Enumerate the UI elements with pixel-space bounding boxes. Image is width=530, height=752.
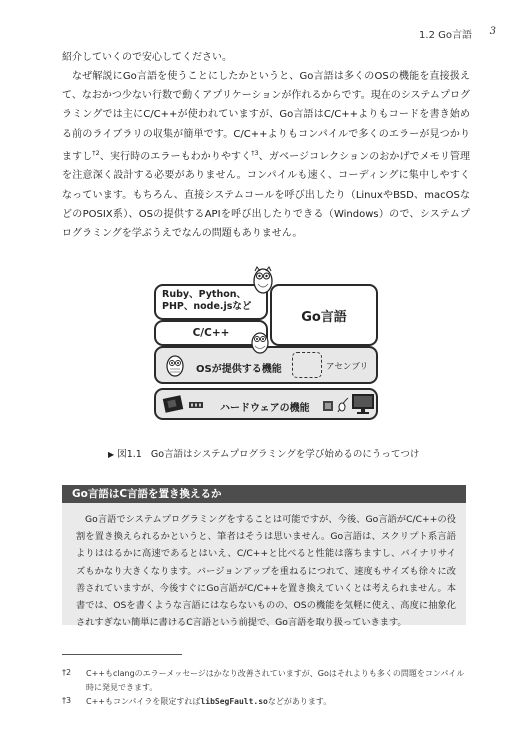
footnote-3-code: libSegFault.so <box>200 697 268 706</box>
paragraph-2-text-b: 、実行時のエラーもわかりやすく <box>99 151 252 163</box>
owl-icon-os <box>164 353 186 377</box>
figure-1-1 <box>150 262 382 438</box>
page-number: 3 <box>489 26 496 37</box>
go-language-label: Go言語 <box>301 310 347 325</box>
paragraph-2-text-c: 、ガベージコレクションのおかげでメモリ管理を注意深く設計する必要がありません。コンパイルも速く、コーディングに集中しやすくなっています。もちろん、直接システムコールを呼び出したり（LinuxやBSD、macOSなどのPOSIX系）、OSの提供するAPIを呼び出したりできる（Windows）ので、システムプログラミングを学ぶうえでなんの問題もありません。 <box>62 151 471 239</box>
scripting-languages-label: Ruby、Python、PHP、node.jsなど <box>162 289 252 312</box>
assembly-dashed-area <box>292 352 322 378</box>
footnote-2-text: C++もclangのエラーメッセージはかなり改善されていますが、Goはそれよりも多くの問題をコンパイル時に発見できます。 <box>86 669 465 692</box>
footnote-rule <box>62 654 182 655</box>
footnote-3 <box>86 695 468 709</box>
memory-module-icon <box>188 400 204 410</box>
caption-number: 図1.1 <box>117 449 142 460</box>
footnote-ref-3[interactable]: †3 <box>251 148 259 157</box>
paragraph-2 <box>62 67 470 243</box>
column-text: Go言語でシステムプログラミングをすることは可能ですが、今後、Go言語がC/C++の役割を置き換えられるかというと、筆者はそうは思いません。Go言語は、スクリプト系言語よりははるかに高速であるとはいえ、C/C++と比べると性能は落ちますし、バイナリサイズもかなり大きくなります。バージョンアップを重ねるにつれて、速度もサイズも徐々に改善されていますが、今後すぐにGo言語がC/C++を置き換えていくとは考えられません。本書では、OSを書くような言語にはならないものの、OSの機能を気軽に使え、高度に抽象化されすぎない簡単に書けるC言語という前提で、Go言語を取り扱っていきます。 <box>76 514 456 629</box>
figure-caption <box>108 446 419 460</box>
go-language-box <box>270 284 378 346</box>
paragraph-1-text: 紹介していくので安心してください。 <box>62 52 232 63</box>
cpu-chip-icon <box>162 394 186 414</box>
footnote-3-text-b: などがあります。 <box>267 697 332 706</box>
column-title: Go言語はC言語を置き換えるか <box>62 485 466 503</box>
c-cpp-label: C/C++ <box>192 327 230 339</box>
owl-icon-top <box>252 264 274 294</box>
scripting-languages-box <box>154 284 268 320</box>
monitor-icon <box>350 392 376 416</box>
os-functions-label: OSが提供する機能 <box>196 364 282 375</box>
hardware-functions-label: ハードウェアの機能 <box>220 403 310 414</box>
footnote-ref-2[interactable]: †2 <box>92 148 100 157</box>
footnote-3-text-a: C++もコンパイラを限定すれば <box>86 697 201 706</box>
mouse-icon <box>336 396 350 414</box>
footnote-2-marker: †2 <box>62 668 72 677</box>
owl-icon-middle <box>250 328 270 354</box>
assembly-label: アセンブリ <box>326 362 369 372</box>
caption-marker-icon: ▶ <box>108 450 115 459</box>
chip-icon <box>322 400 334 412</box>
footnote-3-marker: †3 <box>62 696 72 705</box>
caption-text: Go言語はシステムプログラミングを学び始めるのにうってつけ <box>150 449 420 460</box>
paragraph-1 <box>62 48 470 67</box>
paragraph-2-text-a: なぜ解説にGo言語を使うことにしたかというと、Go言語は多くのOSの機能を直接扱えて、なおかつ少ない行数で動くアプリケーションが作れるからです。現在のシステムプログラミングでは主にC/C++が使われていますが、Go言語はC/C++よりもコードを書き始める前のライブラリの収集が簡単です。C/C++よりもコンパイルで多くのエラーが見つかりますし <box>62 71 470 163</box>
running-header-section: 1.2 Go言語 <box>419 30 472 41</box>
